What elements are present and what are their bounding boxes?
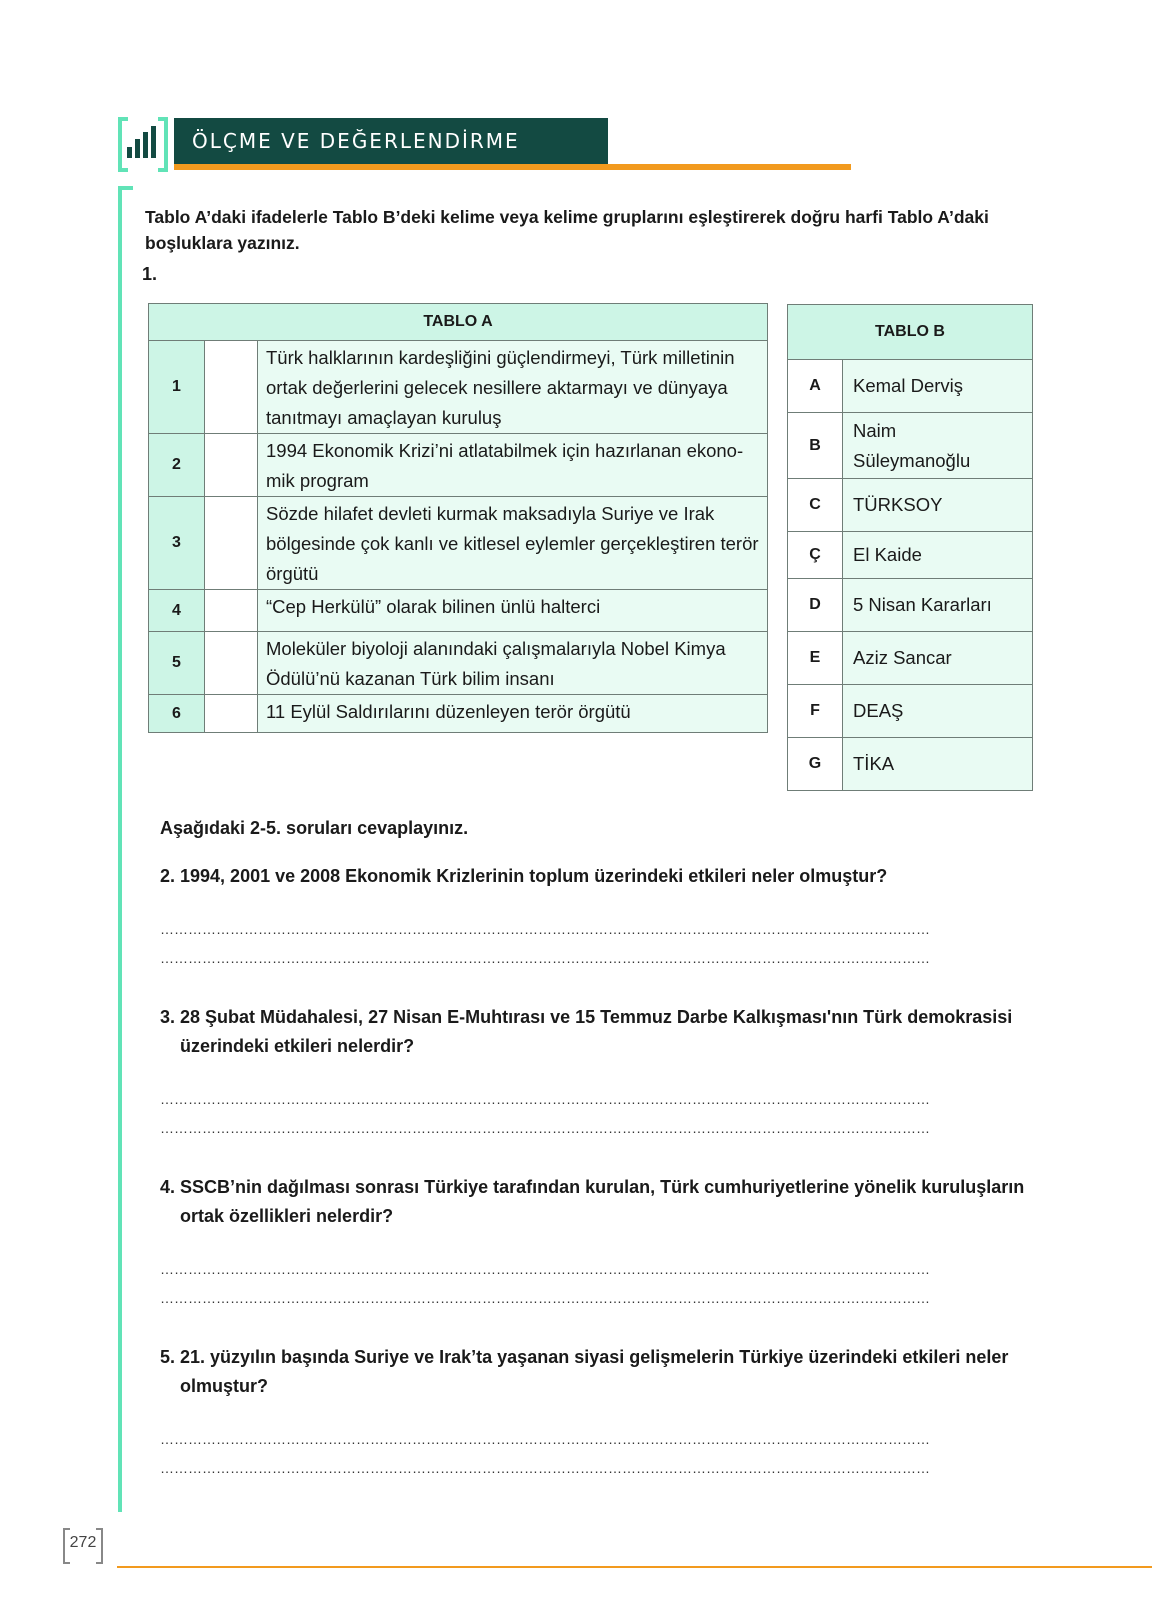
- option-text: 5 Nisan Kararları: [843, 579, 1033, 632]
- row-number: 5: [149, 632, 205, 695]
- table-row: [149, 434, 768, 497]
- question-text: 4. SSCB’nin dağılması sonrası Türkiye tarafından kurulan, Türk cumhuriyetlerine yönelik kuruluşların ortak özellikleri nelerdir?: [160, 1177, 1025, 1226]
- table-row: [788, 738, 1033, 791]
- statement-text: Moleküler biyoloji alanındaki çalışmalarıyla Nobel Kimya Ödülü’nü kazanan Türk bilim insanı: [258, 632, 768, 695]
- instruction-text: Tablo A’daki ifadelerle Tablo B’deki kelime veya kelime gruplarını eşleştirerek doğru harfi Tablo A’daki boşluklara yazınız.: [145, 207, 989, 253]
- option-text: Kemal Derviş: [843, 360, 1033, 413]
- table-row: [788, 632, 1033, 685]
- answer-line[interactable]: …………………………………………………………………………………………………………………………………………………: [160, 921, 930, 937]
- option-letter: E: [788, 632, 843, 685]
- section-instruction: Aşağıdaki 2-5. soruları cevaplayınız.: [160, 818, 469, 838]
- table-row: [788, 532, 1033, 579]
- section-header: [174, 118, 608, 164]
- row-number: 2: [149, 434, 205, 497]
- header-underline: [174, 164, 851, 170]
- question-text: 5. 21. yüzyılın başında Suriye ve Irak’ta yaşanan siyasi gelişmelerin Türkiye üzerindeki etkileri neler olmuştur?: [160, 1347, 1009, 1396]
- left-bracket: [118, 186, 122, 1512]
- page-title: ÖLÇME VE DEĞERLENDİRME: [192, 129, 520, 153]
- option-text: TÜRKSOY: [843, 479, 1033, 532]
- table-b-title: TABLO B: [788, 305, 1033, 360]
- table-row: [149, 590, 768, 632]
- row-number: 1: [149, 341, 205, 434]
- statement-text: Türk halklarının kardeşliğini güçlendirmeyi, Türk milletinin ortak değerlerini gelecek nesillere aktarmayı ve dünyaya tanıtmayı amaçlayan kuruluş: [258, 341, 768, 434]
- row-number: 3: [149, 497, 205, 590]
- answer-blank[interactable]: [205, 341, 258, 434]
- answer-line[interactable]: …………………………………………………………………………………………………………………………………………………: [160, 950, 930, 966]
- table-row: [149, 497, 768, 590]
- option-letter: C: [788, 479, 843, 532]
- table-a: [148, 303, 768, 733]
- answer-line[interactable]: …………………………………………………………………………………………………………………………………………………: [160, 1091, 930, 1107]
- statement-text: 1994 Ekonomik Krizi’ni atlatabilmek için hazırlanan ekono-mik program: [258, 434, 768, 497]
- statement-text: “Cep Herkülü” olarak bilinen ünlü halterci: [258, 590, 768, 632]
- option-letter: G: [788, 738, 843, 791]
- table-b: [787, 304, 1033, 791]
- row-number: 6: [149, 695, 205, 733]
- option-letter: D: [788, 579, 843, 632]
- answer-blank[interactable]: [205, 590, 258, 632]
- table-row: [788, 579, 1033, 632]
- answer-line[interactable]: …………………………………………………………………………………………………………………………………………………: [160, 1120, 930, 1136]
- option-text: Naim Süleymanoğlu: [843, 413, 1033, 479]
- table-row: [788, 360, 1033, 413]
- table-row: [788, 685, 1033, 738]
- table-row: [149, 695, 768, 733]
- option-letter: A: [788, 360, 843, 413]
- question-2: [160, 862, 1040, 973]
- option-text: DEAŞ: [843, 685, 1033, 738]
- answer-blank[interactable]: [205, 497, 258, 590]
- question-text: 3. 28 Şubat Müdahalesi, 27 Nisan E-Muhtırası ve 15 Temmuz Darbe Kalkışması'nın Türk demokrasisi üzerindeki etkileri nelerdir?: [160, 1007, 1013, 1056]
- option-text: El Kaide: [843, 532, 1033, 579]
- footer-line: [117, 1566, 1152, 1568]
- option-letter: F: [788, 685, 843, 738]
- question-1-number: 1.: [142, 264, 158, 284]
- option-letter: B: [788, 413, 843, 479]
- question-5: [160, 1343, 1040, 1483]
- answer-line[interactable]: …………………………………………………………………………………………………………………………………………………: [160, 1431, 930, 1447]
- option-letter: Ç: [788, 532, 843, 579]
- answer-line[interactable]: …………………………………………………………………………………………………………………………………………………: [160, 1460, 930, 1476]
- table-row: [149, 341, 768, 434]
- table-row: [788, 479, 1033, 532]
- row-number: 4: [149, 590, 205, 632]
- answer-blank[interactable]: [205, 632, 258, 695]
- answer-line[interactable]: …………………………………………………………………………………………………………………………………………………: [160, 1261, 930, 1277]
- option-text: TİKA: [843, 738, 1033, 791]
- table-row: [788, 413, 1033, 479]
- statement-text: Sözde hilafet devleti kurmak maksadıyla Suriye ve Irak bölgesinde çok kanlı ve kitlesel eylemler gerçekleştiren terör örgütü: [258, 497, 768, 590]
- answer-line[interactable]: …………………………………………………………………………………………………………………………………………………: [160, 1290, 930, 1306]
- answer-blank[interactable]: [205, 434, 258, 497]
- table-row: [149, 632, 768, 695]
- question-text: 2. 1994, 2001 ve 2008 Ekonomik Krizlerinin toplum üzerindeki etkileri neler olmuştur?: [160, 866, 888, 886]
- table-a-title: TABLO A: [149, 304, 768, 341]
- page-number: 272: [69, 1534, 97, 1551]
- answer-blank[interactable]: [205, 695, 258, 733]
- left-bracket-top: [118, 186, 133, 190]
- option-text: Aziz Sancar: [843, 632, 1033, 685]
- question-3: [160, 1003, 1040, 1143]
- statement-text: 11 Eylül Saldırılarını düzenleyen terör örgütü: [258, 695, 768, 733]
- question-4: [160, 1173, 1040, 1313]
- bar-chart-icon: [118, 117, 168, 172]
